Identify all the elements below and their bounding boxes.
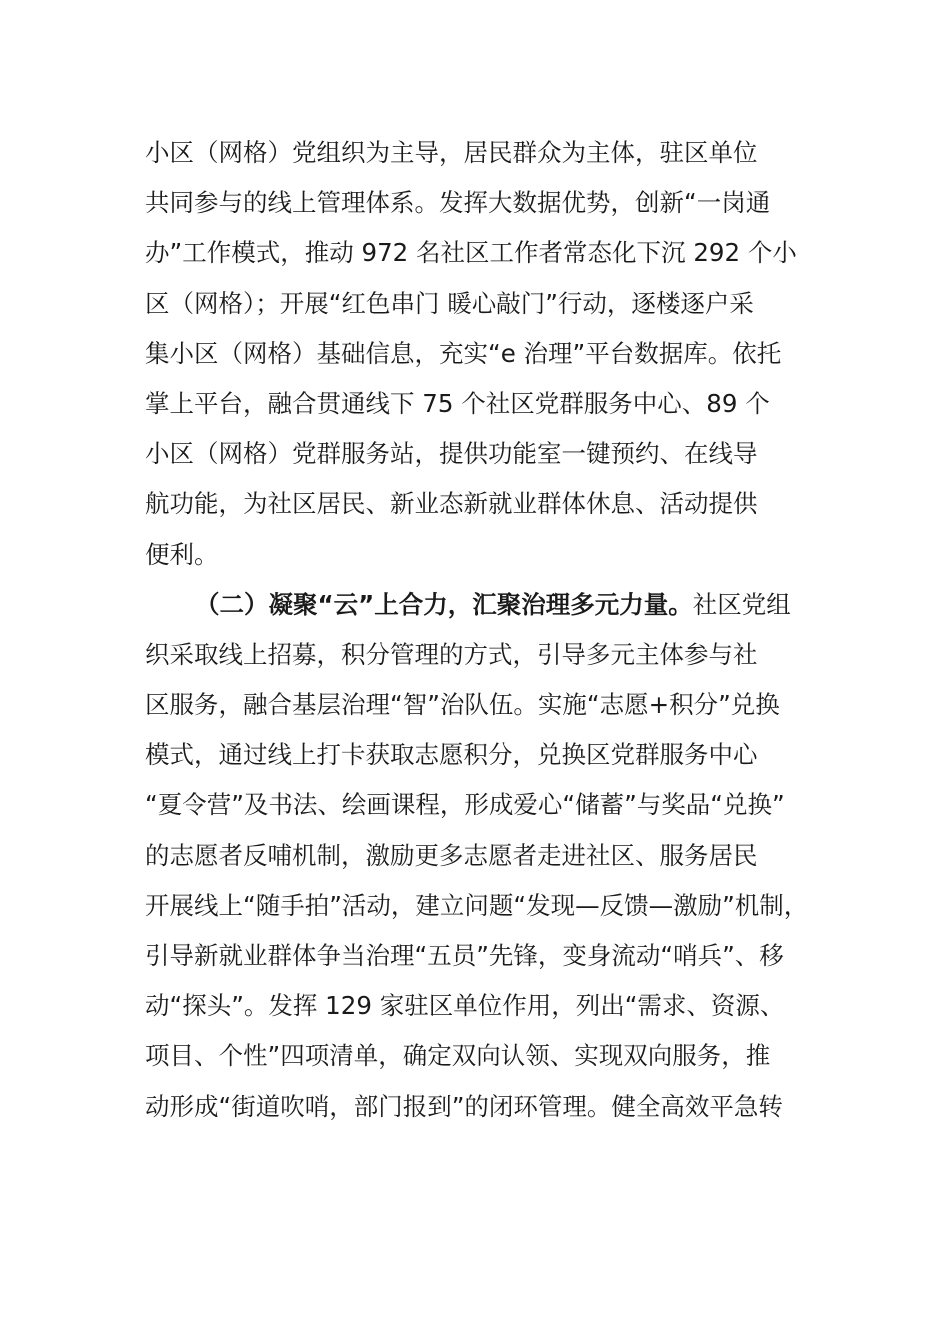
- paragraph1-line: 航功能，为社区居民、新业态新就业群体休息、活动提供: [145, 489, 758, 519]
- paragraph2-line: 引导新就业群体争当治理“五员”先锋，变身流动“哨兵”、移: [145, 941, 784, 970]
- paragraph1-line: 便利。: [145, 539, 219, 569]
- paragraph2-line: 区服务，融合基层治理“智”治队伍。实施“志愿+积分”兑换: [145, 690, 780, 720]
- paragraph1-line: 集小区（网格）基础信息，充实“e 治理”平台数据库。依托: [145, 338, 782, 368]
- paragraph2-line: 织采取线上招募，积分管理的方式，引导多元主体参与社: [145, 639, 758, 669]
- paragraph2-line: 的志愿者反哺机制，激励更多志愿者走进社区、服务居民: [145, 840, 758, 870]
- paragraph2-first-line: [145, 580, 845, 630]
- paragraph1-line: 小区（网格）党组织为主导，居民群众为主体，驻区单位: [145, 138, 758, 167]
- paragraph1-line: 共同参与的线上管理体系。发挥大数据优势，创新“一岗通: [145, 188, 771, 218]
- section-heading: （二）凝聚“云”上合力，汇聚治理多元力量。: [195, 589, 693, 619]
- paragraph2-line: 动形成“街道吹哨，部门报到”的闭环管理。健全高效平急转: [145, 1091, 783, 1121]
- body-text: [145, 128, 845, 1132]
- paragraph2-line: 模式，通过线上打卡获取志愿积分，兑换区党群服务中心: [145, 740, 758, 770]
- paragraph1-line: 掌上平台，融合贯通线下 75 个社区党群服务中心、89 个: [145, 388, 770, 418]
- paragraph2-line: “夏令营”及书法、绘画课程，形成爱心“储蓄”与奖品“兑换”: [145, 790, 785, 820]
- paragraph1-line: 办”工作模式，推动 972 名社区工作者常态化下沉 292 个小: [145, 238, 797, 268]
- paragraph2-line: 项目、个性”四项清单，确定双向认领、实现双向服务，推: [145, 1041, 771, 1071]
- paragraph2-line: 开展线上“随手拍”活动，建立问题“发现—反馈—激励”机制，: [145, 890, 809, 920]
- paragraph1-line: 区（网格）；开展“红色串门 暖心敲门”行动，逐楼逐户采: [145, 288, 754, 318]
- paragraph2-line: 动“探头”。发挥 129 家驻区单位作用，列出“需求、资源、: [145, 991, 785, 1021]
- paragraph2-first-line-text: 社区党组: [692, 589, 791, 619]
- paragraph1-line: 小区（网格）党群服务站，提供功能室一键预约、在线导: [145, 439, 758, 469]
